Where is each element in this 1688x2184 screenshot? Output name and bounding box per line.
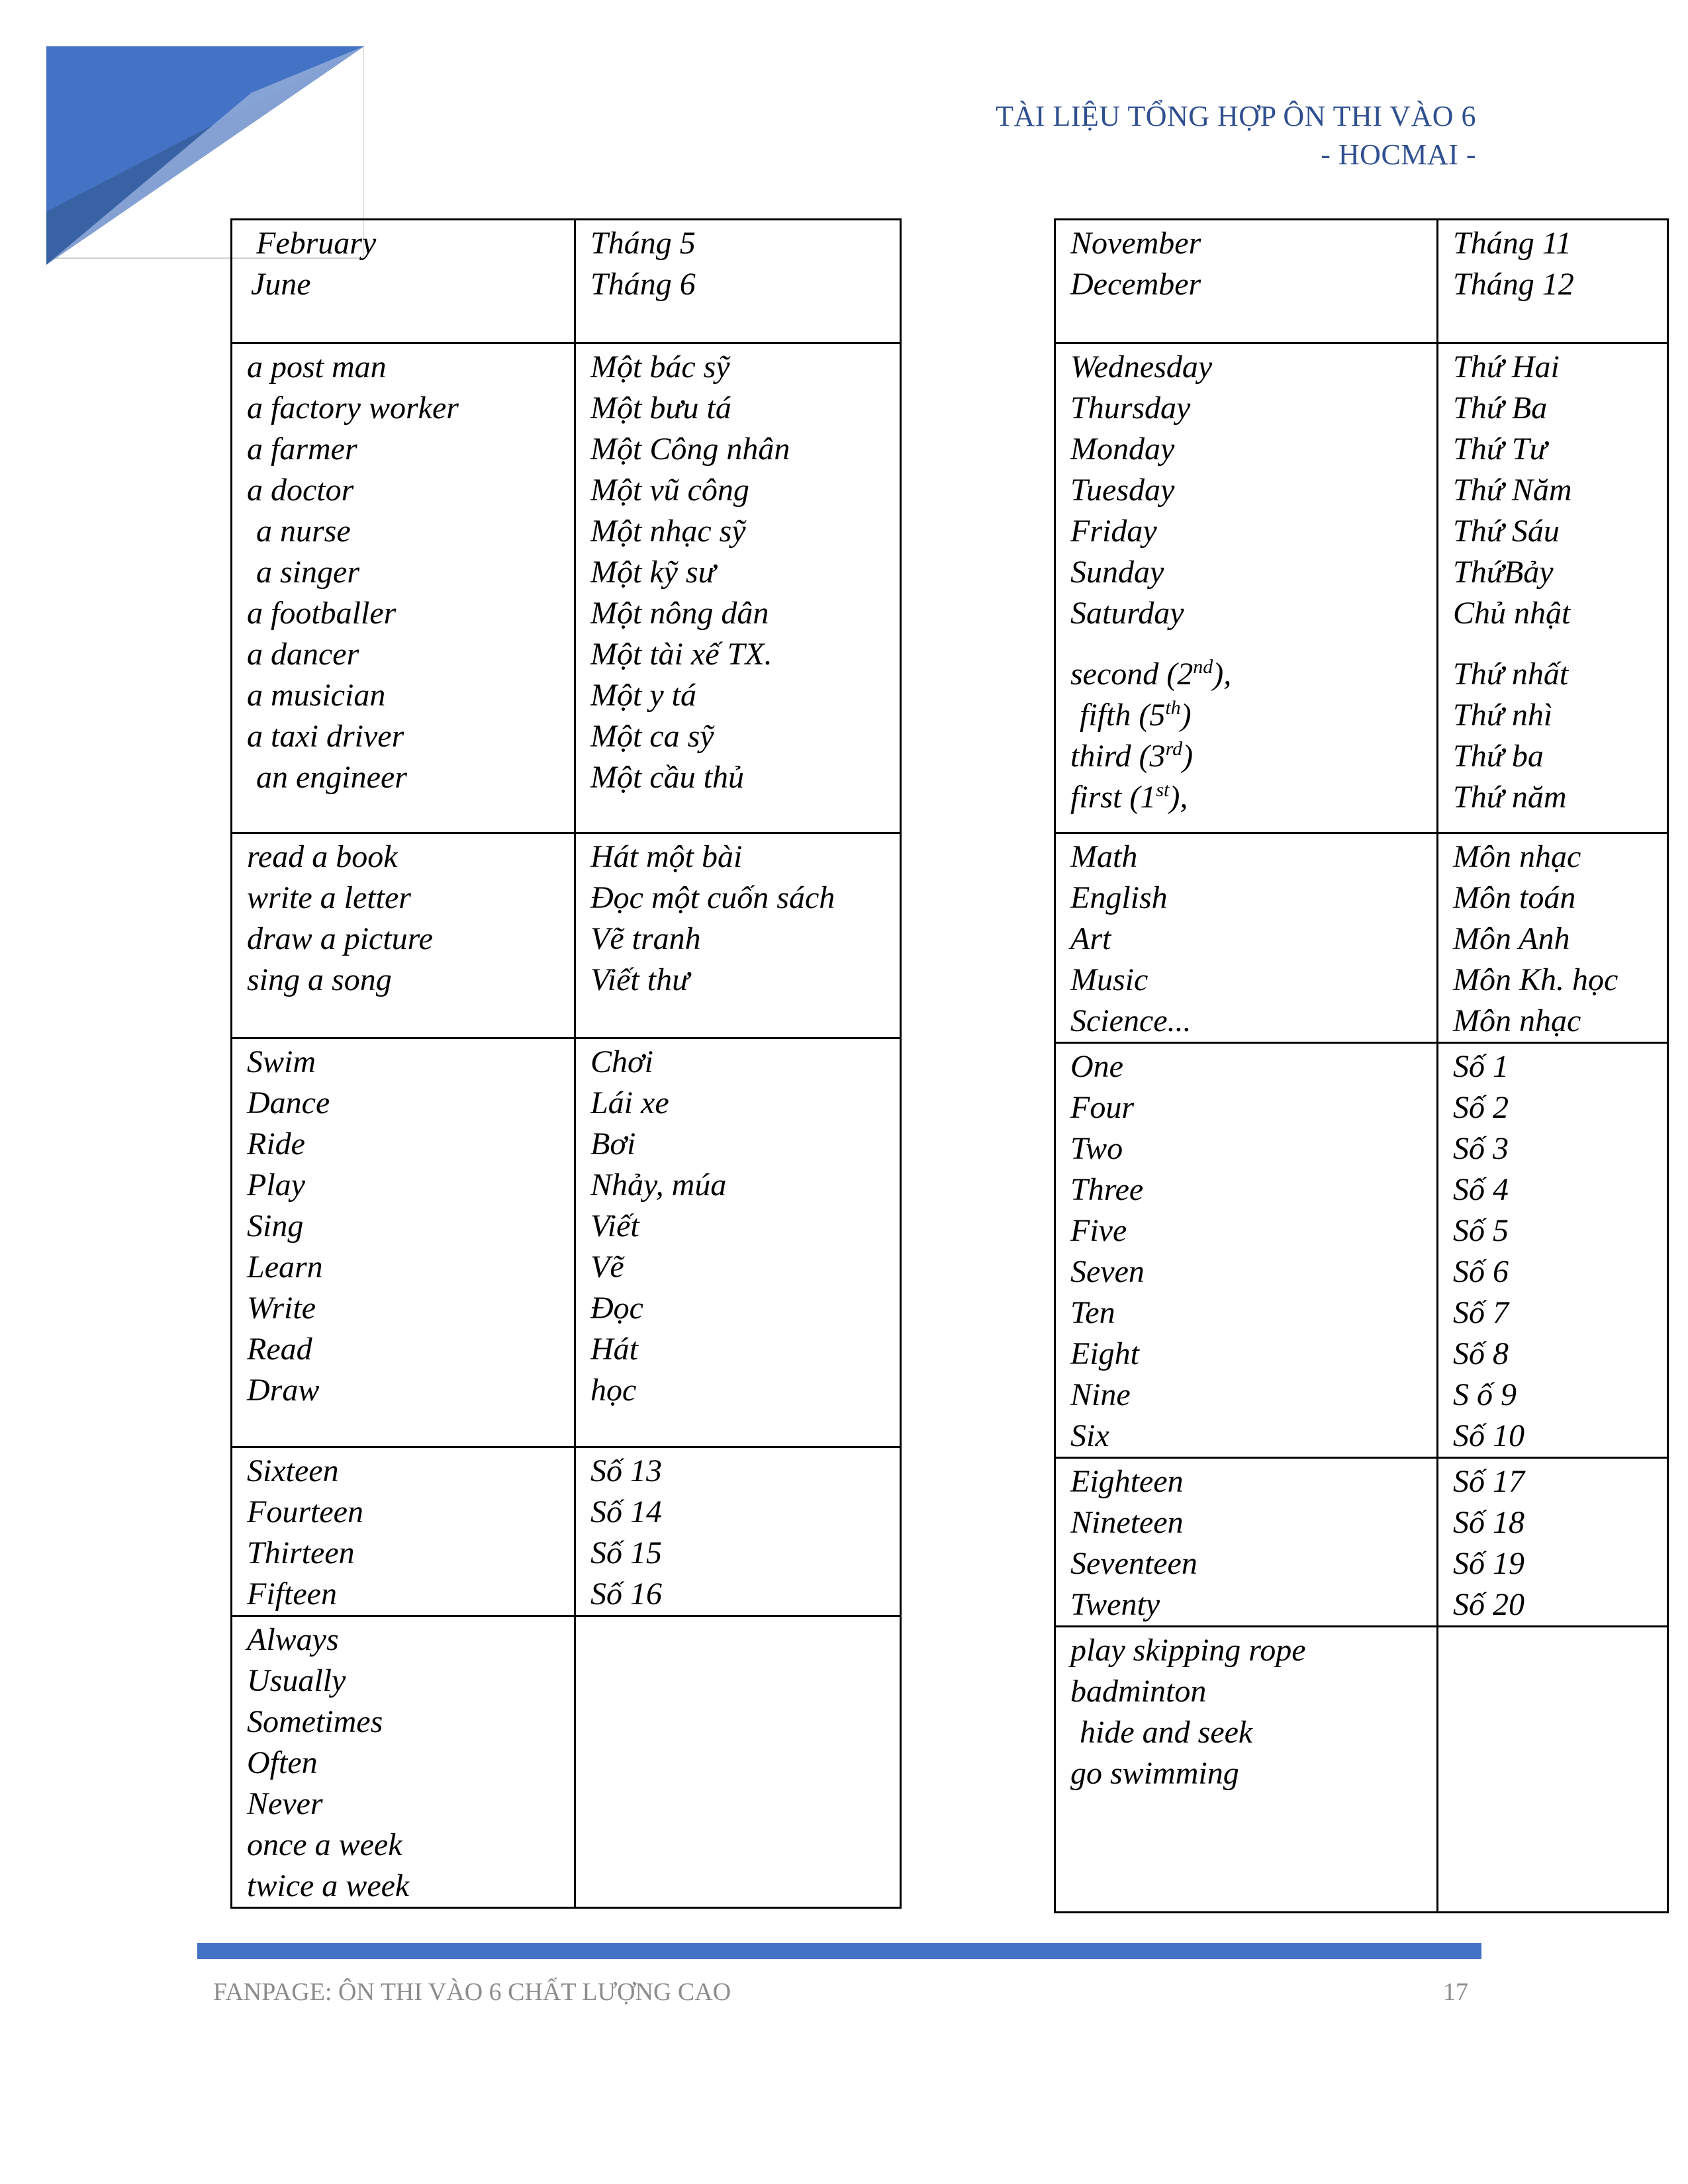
vietnamese-cell <box>575 220 901 343</box>
vietnamese-cell <box>575 1616 901 1908</box>
ordinal-word: third (3rd) <box>1070 738 1194 774</box>
english-word: Four <box>1070 1090 1134 1125</box>
table-row <box>1055 1043 1668 1458</box>
english-word: English <box>1070 880 1168 915</box>
vietnamese-word: Đọc một cuốn sách <box>590 880 835 915</box>
table-row <box>232 1616 901 1908</box>
vietnamese-word: Tháng 11 <box>1453 226 1572 261</box>
english-word: sing a song <box>247 962 392 997</box>
english-word: Usually <box>247 1663 346 1698</box>
english-cell <box>1055 833 1438 1043</box>
english-word: a taxi driver <box>247 719 404 754</box>
ordinal-word: fifth (5th) <box>1080 697 1192 733</box>
vietnamese-word: Số 13 <box>590 1453 662 1488</box>
vietnamese-cell <box>575 1038 901 1447</box>
english-word: Seventeen <box>1070 1546 1197 1581</box>
vietnamese-word: Một Công nhân <box>590 432 790 467</box>
vocabulary-table-right <box>1054 218 1669 1913</box>
vietnamese-word: Số 17 <box>1453 1464 1524 1499</box>
english-word: Friday <box>1070 514 1157 549</box>
english-word: Never <box>247 1786 323 1821</box>
english-word: One <box>1070 1049 1123 1084</box>
english-cell <box>232 833 575 1038</box>
vietnamese-word: Chơi <box>590 1044 653 1079</box>
english-word: Thirteen <box>247 1535 355 1570</box>
vietnamese-word: Số 16 <box>590 1576 662 1612</box>
english-word: Play <box>247 1167 305 1203</box>
english-word: go swimming <box>1070 1756 1239 1791</box>
vietnamese-word: Số 15 <box>590 1535 662 1570</box>
english-word: Dance <box>247 1085 330 1120</box>
vietnamese-word: ThứBảy <box>1453 555 1554 590</box>
vietnamese-word: Một cầu thủ <box>590 760 744 795</box>
vietnamese-word: Thứ Năm <box>1453 473 1572 508</box>
english-cell <box>232 1447 575 1616</box>
vietnamese-cell <box>1438 343 1668 833</box>
english-cell <box>232 343 575 833</box>
vietnamese-cell <box>575 1447 901 1616</box>
vietnamese-word: Một nông dân <box>590 596 769 631</box>
english-word: Ride <box>247 1126 305 1161</box>
vietnamese-word: Số 1 <box>1453 1049 1509 1084</box>
english-word: badminton <box>1070 1674 1207 1709</box>
vietnamese-word: Số 5 <box>1453 1213 1509 1248</box>
english-word: a nurse <box>256 514 351 549</box>
english-cell <box>1055 1627 1438 1913</box>
english-word: Fifteen <box>247 1576 337 1612</box>
vietnamese-word: Viết thư <box>590 962 690 997</box>
english-word: an engineer <box>256 760 407 795</box>
vietnamese-word: Chủ nhật <box>1453 596 1571 631</box>
vietnamese-word: Số 14 <box>590 1494 662 1529</box>
english-word: Two <box>1070 1131 1123 1166</box>
english-word: Sometimes <box>247 1704 383 1739</box>
vietnamese-word: Môn nhạc <box>1453 839 1581 874</box>
english-cell <box>232 1038 575 1447</box>
vietnamese-word: Môn Anh <box>1453 921 1570 956</box>
table-row <box>232 1447 901 1616</box>
english-word: Science... <box>1070 1003 1192 1038</box>
english-word: a musician <box>247 678 386 713</box>
vietnamese-word: Một bác sỹ <box>590 349 730 385</box>
english-word: a post man <box>247 349 387 385</box>
vietnamese-word: S ố 9 <box>1453 1377 1517 1412</box>
table-row <box>1055 1627 1668 1913</box>
vietnamese-cell <box>575 833 901 1038</box>
table-row <box>1055 1458 1668 1627</box>
english-word: December <box>1070 267 1201 302</box>
document-title: TÀI LIỆU TỔNG HỢP ÔN THI VÀO 6 <box>996 100 1476 132</box>
vietnamese-word: Một y tá <box>590 678 696 713</box>
vietnamese-word: Đọc <box>590 1291 643 1326</box>
english-word: Math <box>1070 839 1138 874</box>
vietnamese-cell <box>1438 1458 1668 1627</box>
vietnamese-word: Một bưu tá <box>590 390 731 426</box>
english-word: a dancer <box>247 637 359 672</box>
ordinal-word: second (2nd), <box>1070 656 1232 692</box>
english-word: Sing <box>247 1208 304 1244</box>
vietnamese-word: Số 20 <box>1453 1587 1524 1622</box>
vietnamese-word: Thứ Tư <box>1453 432 1547 467</box>
english-word: Eighteen <box>1070 1464 1184 1499</box>
vietnamese-word: Môn toán <box>1453 880 1576 915</box>
english-word: Sixteen <box>247 1453 339 1488</box>
english-word: Three <box>1070 1172 1144 1207</box>
vietnamese-word: Môn nhạc <box>1453 1003 1581 1038</box>
vietnamese-word: Số 19 <box>1453 1546 1524 1581</box>
table-row <box>232 1038 901 1447</box>
english-word: Five <box>1070 1213 1127 1248</box>
english-word: Eight <box>1070 1336 1139 1371</box>
vietnamese-word: Viết <box>590 1208 639 1244</box>
english-word: Art <box>1070 921 1111 956</box>
vietnamese-cell <box>1438 220 1668 343</box>
vietnamese-word: Thứ nhì <box>1453 698 1553 733</box>
english-word: June <box>251 267 311 302</box>
table-row <box>1055 343 1668 833</box>
english-word: Nineteen <box>1070 1505 1184 1540</box>
vietnamese-word: Thứ ba <box>1453 739 1544 774</box>
vietnamese-word: Vẽ <box>590 1250 624 1285</box>
english-word: a farmer <box>247 432 357 467</box>
english-word: Often <box>247 1745 318 1780</box>
vietnamese-word: Hát <box>590 1332 638 1367</box>
footer-divider <box>197 1943 1481 1959</box>
table-row <box>1055 220 1668 343</box>
english-word: Fourteen <box>247 1494 363 1529</box>
english-word: Write <box>247 1291 316 1326</box>
vietnamese-word: Tháng 12 <box>1453 267 1574 302</box>
english-cell <box>1055 343 1438 833</box>
english-word: draw a picture <box>247 921 433 956</box>
document-subtitle: - HOCMAI - <box>1321 138 1476 171</box>
vietnamese-cell <box>1438 833 1668 1043</box>
english-word: Always <box>247 1622 339 1657</box>
vietnamese-word: Số 8 <box>1453 1336 1509 1371</box>
english-word: Ten <box>1070 1295 1115 1330</box>
vietnamese-word: Thứ năm <box>1453 780 1567 815</box>
vietnamese-word: Số 3 <box>1453 1131 1509 1166</box>
vietnamese-word: Thứ Hai <box>1453 349 1560 385</box>
english-word: November <box>1070 226 1201 261</box>
english-word: Read <box>247 1332 312 1367</box>
table-row <box>232 220 901 343</box>
english-word: Nine <box>1070 1377 1131 1412</box>
english-cell <box>232 1616 575 1908</box>
english-cell <box>232 220 575 343</box>
english-cell <box>1055 1043 1438 1458</box>
english-word: February <box>256 226 377 261</box>
page-number: 17 <box>1443 1978 1468 2006</box>
vietnamese-word: Số 4 <box>1453 1172 1509 1207</box>
vietnamese-cell <box>1438 1043 1668 1458</box>
vietnamese-word: Số 6 <box>1453 1254 1509 1289</box>
vietnamese-word: Một ca sỹ <box>590 719 714 754</box>
english-word: Monday <box>1070 432 1175 467</box>
english-word: a footballer <box>247 596 397 631</box>
vietnamese-word: Thứ nhất <box>1453 657 1569 692</box>
table-row <box>232 833 901 1038</box>
vietnamese-word: Một vũ công <box>590 473 749 508</box>
vietnamese-word: Một tài xế TX. <box>590 637 773 672</box>
english-word: write a letter <box>247 880 411 915</box>
vietnamese-word: Nhảy, múa <box>590 1167 727 1203</box>
vietnamese-word: Một kỹ sư <box>590 555 716 590</box>
english-word: Six <box>1070 1418 1109 1453</box>
vietnamese-word: Môn Kh. học <box>1453 962 1618 997</box>
ordinal-word: first (1st), <box>1070 779 1188 815</box>
vietnamese-word: Hát một bài <box>590 839 743 874</box>
english-word: Learn <box>247 1250 323 1285</box>
vietnamese-word: Vẽ tranh <box>590 921 701 956</box>
english-word: twice a week <box>247 1868 410 1903</box>
english-word: Thursday <box>1070 390 1191 426</box>
vietnamese-word: Thứ Ba <box>1453 390 1548 426</box>
vietnamese-word: Số 7 <box>1453 1295 1509 1330</box>
english-word: a factory worker <box>247 390 459 426</box>
english-word: a singer <box>256 555 359 590</box>
english-word: Tuesday <box>1070 473 1175 508</box>
vocabulary-table-left <box>230 218 902 1909</box>
table-row <box>1055 833 1668 1043</box>
vietnamese-word: Thứ Sáu <box>1453 514 1560 549</box>
vietnamese-cell <box>575 343 901 833</box>
english-word: Twenty <box>1070 1587 1160 1622</box>
vietnamese-word: Số 2 <box>1453 1090 1509 1125</box>
vietnamese-word: học <box>590 1373 637 1408</box>
english-word: Wednesday <box>1070 349 1213 385</box>
english-word: play skipping rope <box>1070 1633 1306 1668</box>
english-word: Music <box>1070 962 1149 997</box>
vietnamese-cell <box>1438 1627 1668 1913</box>
english-word: Draw <box>247 1373 320 1408</box>
english-word: a doctor <box>247 473 354 508</box>
english-word: Swim <box>247 1044 316 1079</box>
table-row <box>232 343 901 833</box>
vietnamese-word: Số 18 <box>1453 1505 1524 1540</box>
english-word: read a book <box>247 839 398 874</box>
vietnamese-word: Tháng 6 <box>590 267 696 302</box>
english-word: hide and seek <box>1080 1715 1253 1750</box>
english-word: Seven <box>1070 1254 1145 1289</box>
vietnamese-word: Tháng 5 <box>590 226 696 261</box>
english-cell <box>1055 220 1438 343</box>
vietnamese-word: Một nhạc sỹ <box>590 514 746 549</box>
english-word: once a week <box>247 1827 402 1862</box>
vietnamese-word: Bơi <box>590 1126 636 1161</box>
english-word: Saturday <box>1070 596 1184 631</box>
footer-fanpage-text: FANPAGE: ÔN THI VÀO 6 CHẤT LƯỢNG CAO <box>213 1978 731 2006</box>
english-cell <box>1055 1458 1438 1627</box>
vietnamese-word: Số 10 <box>1453 1418 1524 1453</box>
english-word: Sunday <box>1070 555 1164 590</box>
vietnamese-word: Lái xe <box>590 1085 669 1120</box>
